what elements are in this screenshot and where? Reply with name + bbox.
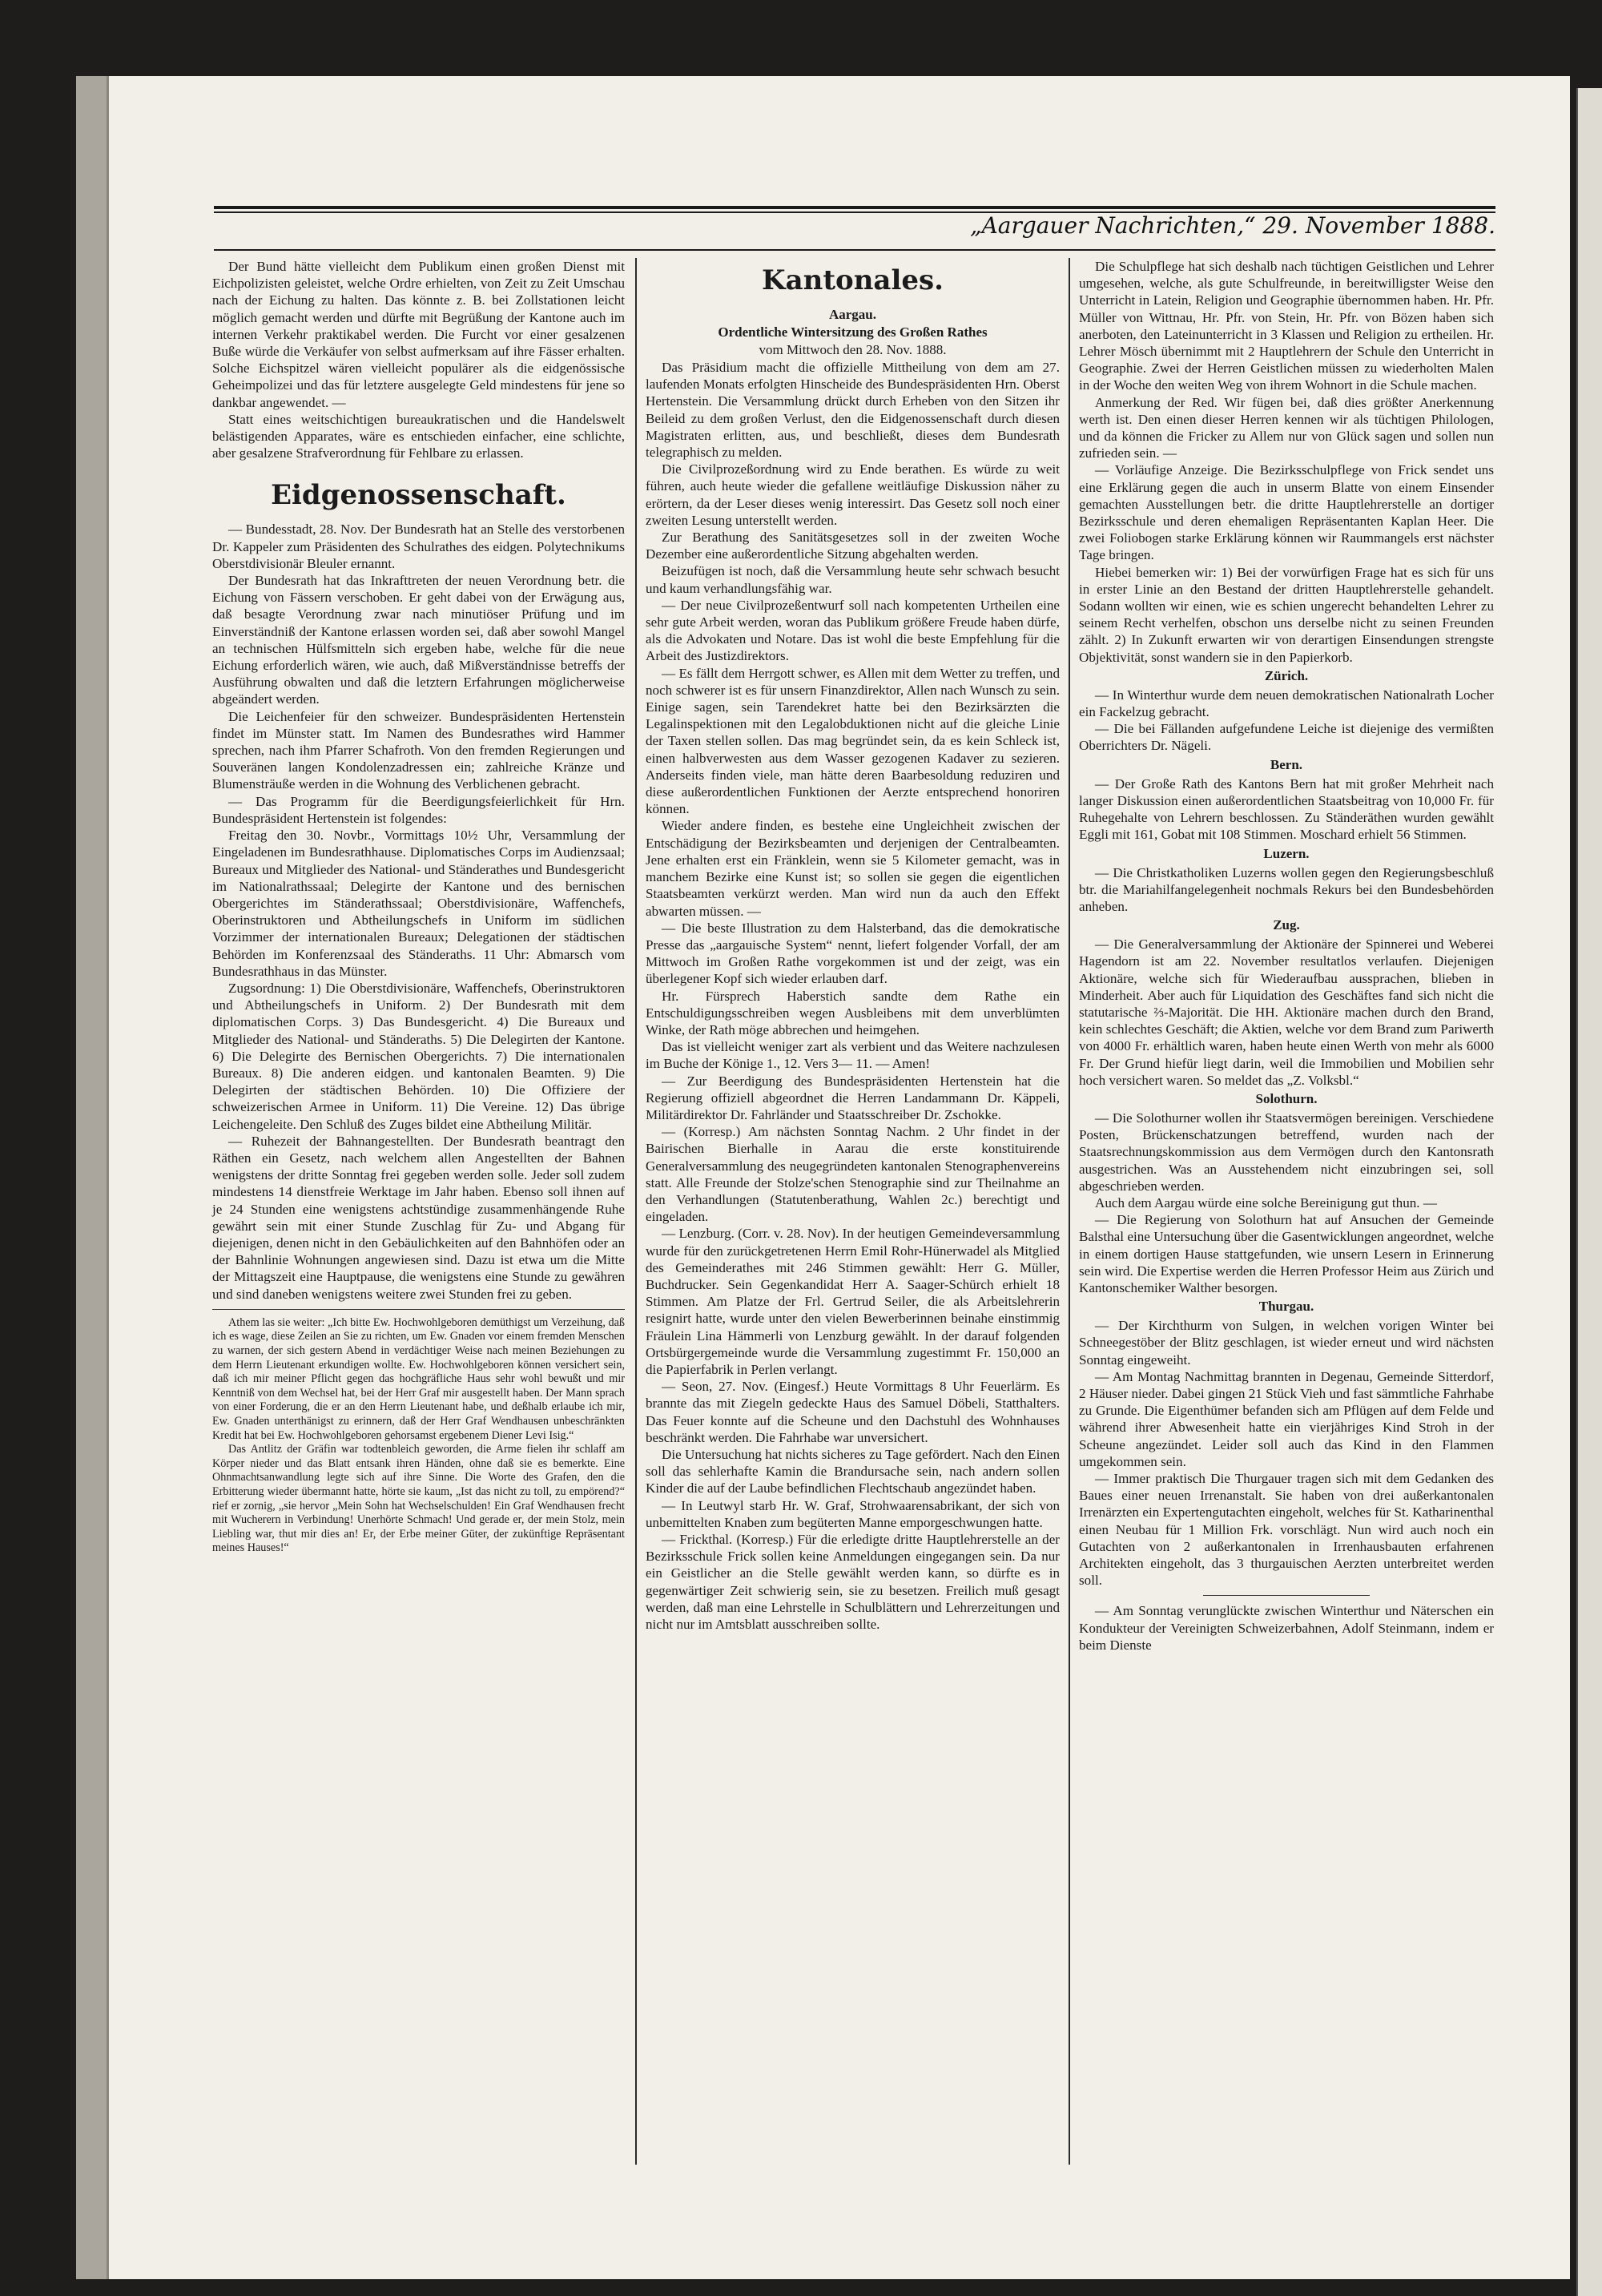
place-heading-zurich: Zürich. — [1264, 667, 1309, 683]
paragraph: — Die Solothurner wollen ihr Staatsvermögen bereinigen. Verschiedene Posten, Brückenschatzungen betreffend, wurden nach der Staatsrechnungskommission aus dem Vermögen durch den Kantonsrath ausgestrichen. Was an Ausstehendem nicht einzubringen sei, soll abgeschrieben werden. — [1079, 1110, 1494, 1194]
place-heading-thurgau: Thurgau. — [1258, 1299, 1314, 1315]
column-3 — [1079, 258, 1494, 1654]
subheading: Ordentliche Wintersitzung des Großen Rathes — [718, 324, 988, 340]
paragraph: Die Untersuchung hat nichts sicheres zu Tage gefördert. Nach den Einen soll das sehlerhafte Kamin die Brandursache sein, nach andern sollen Kinder die auf der Laube befindlichen Flechtschaub angezündet haben. — [646, 1447, 1060, 1496]
running-header — [214, 212, 1495, 244]
paragraph: — Seon, 27. Nov. (Eingesf.) Heute Vormittags 8 Uhr Feuerlärm. Es brannte das mit Ziegeln gedeckte Haus des Samuel Döbeli, Statthalters. Das Feuer konnte auf die Scheune und den Dachstuhl des Wohnhauses beschränkt werden. Die Fahrhabe war unversichert. — [646, 1379, 1060, 1445]
paragraph: — Die beste Illustration zu dem Halsterband, das die demokratische Presse das „aargauische System“ nennt, liefert folgender Vorfall, der am Mittwoch im Großen Rathe vorgekommen ist und der zeigt, was ein überlegener Kopf sich wieder erlauben darf. — [646, 920, 1060, 987]
paragraph: Athem las sie weiter: „Ich bitte Ew. Hochwohlgeboren demüthigst um Verzeihung, daß ich es wage, diese Zeilen an Sie zu richten, um Ew. Gnaden vor einem fremden Menschen zu warnen, der sich gestern Abend in verdächtiger Weise nach meinen Beziehungen zu dem Herrn Lieutenant erkundigen wollte. Ew. Hochwohlgeboren können versichert sein, daß ich mir meiner Pflicht gegen das hochgräfliche Haus sehr wohl bewußt und mir Kenntniß von dem Wechsel hat, bei der Herr Graf mir ausgestellt haben. Der Mann sprach von einer Forderung, die er an den Herrn Lieutenant habe, und deßhalb erlaube ich mir, Ew. Gnaden unterthänigst zu erinnern, daß der Herr Graf Wendhausen unbeschränkten Kredit hat bei Ew. Hochwohlgeboren gehorsamst ergebenem Diener Levi Isig.“ — [212, 1315, 625, 1442]
paragraph: Der Bund hätte vielleicht dem Publikum einen großen Dienst mit Eichpolizisten geleistet, welche Ordre erhielten, von Zeit zu Zeit Umschau nach der Eichung zu halten. Das könnte z. B. bei Zollstationen leicht möglich gemacht werden und dürfte mit Begrüßung der Kantone auch im internen Verkehr praktikabel werden. Die Furcht vor einer gesalzenen Buße würde die Verkäufer von selbst aufmerksam auf ihre Fässer erhalten. Solche Eichspitzel wären vielleicht populärer als die eidgenössische Geheimpolizei und das für letztere ausgelegte Geld mindestens für jene so dankbar angewendet. — — [212, 259, 625, 410]
paragraph: Die Schulpflege hat sich deshalb nach tüchtigen Geistlichen und Lehrer umgesehen, welche, als gute Schulfreunde, in bereitwilligster Weise den Unterricht in Latein, Religion und Geographie übernommen haben. Hr. Pfr. Müller von Wittnau, Hr. Pfr. von Stein, Hr. Pfr. von Bözen haben sich anerboten, den Lateinunterricht in 3 Klassen und Religion zu ertheilen. Hr. Lehrer Mösch übernimmt mit 2 Hauptlehrern der Schule den Unterricht in Geographie. Zwei der Herren Geistlichen müssen zu wiederholten Malen in der Woche den weiten Weg von ihrem Wohnort in die Schule machen. — [1079, 259, 1494, 393]
paragraph: Das Antlitz der Gräfin war todtenbleich geworden, die Arme fielen ihr schlaff am Körper nieder und das Blatt entsank ihren Händen, ohne daß sie es bemerkte. Eine Ohnmachtsanwandlung legte sich auf ihre Sinne. Die Worte des Grafen, den die Erbitterung wieder übermannt hatte, hörte sie kaum, „Ist das nicht zu toll, zu empörend?“ rief er zornig, „sie hervor „Mein Sohn hat Wechselschulden! Ein Graf Wendhausen frecht mit Wucherern in Verbindung! Unerhörte Schmach! Und gerade er, der mein Stolz, mein Liebling war, thut mir dies an! Er, der Erbe meiner Güter, der zukünftige Repräsentant meines Hauses!“ — [212, 1443, 625, 1555]
subheading: Aargau. — [828, 307, 877, 322]
paragraph: Die Civilprozeßordnung wird zu Ende berathen. Es würde zu weit führen, auch heute wieder die gefallene weitläufige Diskussion näher zu erörtern, da der Leser dieses wenig interessirt. Das Gesetz soll noch einer zweiten Lesung unterstellt werden. — [646, 461, 1060, 528]
paragraph: — Das Programm für die Beerdigungsfeierlichkeit für Hrn. Bundespräsident Hertenstein ist folgendes: — [212, 793, 625, 826]
paragraph: Hr. Fürsprech Haberstich sandte dem Rathe ein Entschuldigungsschreiben wegen Ausbleibens mit dem unverblümten Winke, der Rath möge abbrechen und heimgehen. — [646, 988, 1060, 1037]
paragraph: — Es fällt dem Herrgott schwer, es Allen mit dem Wetter zu treffen, und noch schwerer ist es für unsern Finanzdirektor, Allen nach Wunsch zu sein. Einige sagen, sein Tarendekret hatte bei den Bezirksärzten die Legalinspektionen mit den Legalobduktionen nicht auf die gleiche Linie der Taxen stellen sollen. Das mag begründet sein, da es kein Schleck ist, einen halbverwesten aus dem Wasser gezogenen Kadaver zu sezieren. Anderseits finden viele, man hätte deren Baarbesoldung reduziren und diese außerordentlichen Funktionen der Aerzte entsprechend honoriren können. — [646, 665, 1060, 817]
paragraph: — Die Regierung von Solothurn hat auf Ansuchen der Gemeinde Balsthal eine Untersuchung über die Gasentwicklungen angeordnet, welche in einem dortigen Hause stattgefunden, wie unsern Lesern in Erinnerung sein wird. Die Expertise werden die Herren Professor Heim aus Zürich und Kantonschemiker Walther besorgen. — [1079, 1212, 1494, 1295]
paragraph: Auch dem Aargau würde eine solche Bereinigung gut thun. — — [1095, 1194, 1437, 1210]
paragraph: Zugsordnung: 1) Die Oberstdivisionäre, Waffenchefs, Oberinstruktoren und Abtheilungschefs in Uniform. 2) Der Bundesrath mit dem diplomatischen Corps. 3) Das Bundesgericht. 4) Die Bureaux und Mitglieder des National- und Ständeraths. 5) Die Delegirten der Kantone. 6) Die Delegirte des Bernischen Obergerichts. 7) Die internationalen Bureaux. 8) Die anderen eidgen. und kantonalen Beamten. 9) Die Delegirten der städtischen Behörden. 10) Die Offiziere der schweizerischen Armee in Uniform. 11) Die Vereine. 12) Das übrige Leichengeleite. Den Schluß des Zuges bildet eine Abtheilung Militär. — [212, 980, 625, 1132]
paragraph: — Der Große Rath des Kantons Bern hat mit großer Mehrheit nach langer Diskussion einen außerordentlichen Staatsbeitrag von 10,000 Fr. für Ruhegehalte von Lehrern beschlossen. Zu Ständeräthen wurden gewählt Eggli mit 161, Gobat mit 108 Stimmen. Moschard erhielt 56 Stimmen. — [1079, 775, 1494, 843]
paragraph: Beizufügen ist noch, daß die Versammlung heute sehr schwach besucht und kaum verhandlungsfähig war. — [646, 563, 1060, 596]
paragraph: Freitag den 30. Novbr., Vormittags 10½ Uhr, Versammlung der Eingeladenen im Bundesrathhause. Diplomatisches Corps im Audienzsaal; Bureaux und Mitglieder des National- und Ständerathes und Bundesgericht im Nationalrathssaal; Delegirte der Kantone und des bernischen Obergerichtes im Ständerathssaal; Oberstdivisionäre, Waffenchefs, Oberinstruktoren und Abtheilungschefs in Uniform im südlichen Vorzimmer der internationalen Bureaux; Delegationen der städtischen Behörden im Konferenzsaal des Ständeraths. 11 Uhr: Abmarsch vom Bundesrathhaus in das Münster. — [212, 828, 625, 979]
paragraph: — Der neue Civilprozeßentwurf soll nach kompetenten Urtheilen eine sehr gute Arbeit werden, woran das Publikum größere Freude haben dürfe, als die Advokaten und Notare. Das ist wohl die beste Empfehlung für die Arbeit des Justizdirektors. — [646, 597, 1060, 664]
paragraph: — In Leutwyl starb Hr. W. Graf, Strohwaarensabrikant, der sich von unbemittelten Knaben zum begüterten Manne emporgeschwungen hatte. — [646, 1497, 1060, 1530]
paragraph: Hiebei bemerken wir: 1) Bei der vorwürfigen Frage hat es sich für uns in erster Linie an den Bestand der dritten Hauptlehrerstelle gehandelt. Sodann wollten wir einen, wie es schien ungerecht behandelten Lehrer zu seinem Recht verhelfen, obschon uns derselbe nicht zu seinen Freunden zählt. 2) In Zukunft erwarten wir von derartigen Einsendungen strengste Objektivität, sonst wandern sie in den Papierkorb. — [1079, 564, 1494, 665]
paragraph: — Am Sonntag verunglückte zwischen Winterthur und Näterschen ein Kondukteur der Vereinigten Schweizerbahnen, Adolf Steinmann, indem er beim Dienste — [1079, 1603, 1494, 1653]
paragraph: Der Bundesrath hat das Inkrafttreten der neuen Verordnung betr. die Eichung von Fässern verschoben. Er geht dabei von der Erwägung aus, daß besagte Verordnung zwar nach minutiöser Prüfung und im Einverständniß der Kantone erlassen worden sei, daß aber sowohl Mangel an technischen Hülfsmitteln sich ergeben habe, welche für die neue Eichung erforderlich wären, wie auch, daß Mißverständnisse betreffs der Ausführung obwalten und daß die letztern Erfahrungen möglicherweise abgeändert werden. — [212, 573, 625, 707]
header-rule — [214, 206, 1495, 209]
place-heading-bern: Bern. — [1270, 756, 1303, 772]
paragraph: Wieder andere finden, es bestehe eine Ungleichheit zwischen der Entschädigung der Bezirksbeamten und derjenigen der Centralbeamten. Jene erhalten erst ein Fränklein, wenn sie 5 Kilometer gemacht, was in manchem Bezirke eine Kunst ist; so sollen sie gegen die eigentlichen Staatsbeamten verkürzt werden. Man wird nun da auch den Effekt abwarten müssen. — — [646, 818, 1060, 919]
subheading: vom Mittwoch den 28. Nov. 1888. — [759, 342, 947, 357]
paragraph: — Bundesstadt, 28. Nov. Der Bundesrath hat an Stelle des verstorbenen Dr. Kappeler zum Präsidenten des Schulrathes des eidgen. Polytechnikums Oberstdivisionär Bleuler ernannt. — [212, 522, 625, 571]
page-edge — [76, 76, 109, 2279]
paragraph: — Ruhezeit der Bahnangestellten. Der Bundesrath beantragt den Räthen ein Gesetz, nach welchem allen Angestellten der Bahnen wenigstens der dritte Sonntag frei gegeben werden solle. Jeder soll zudem mindestens 14 dienstfreie Werktage im Jahr haben. Ebenso soll ihnen auf je 24 Stunden eine wenigstens achtstündige zusammenhängende Ruhe gewährt sein mit einer Stunde Zuschlag für Zu- und Abgang für diejenigen, denen nicht in den Gebäulichkeiten auf den Bahnhöfen oder an der Bahnlinie Wohnungen angewiesen sind. Dazu ist etwa um die Mitte der Mittagszeit eine Hauptpause, die wenigstens eine Stunde zu gewähren und sind daneben wenigstens weitere zwei Stunden frei zu geben. — [212, 1133, 625, 1302]
paragraph: — Die Generalversammlung der Aktionäre der Spinnerei und Weberei Hagendorn ist am 22. November resultatlos verlaufen. Diejenigen Aktionäre, welche sich für Wiederaufbau aussprachen, blieben in Minderheit. Aber auch für Liquidation des Geschäftes fand sich nicht die statutarische ⅔-Majorität. Die HH. Aktionäre machen durch den Brand, kein schlechtes Geschäft; die Aktien, welche vor dem Brand zum Pariwerth von 4000 Fr. erhältlich waren, haben heute einen Werth von mehr als 6000 Fr. Der Grund hiefür liegt darin, weil die Immobilien und Mobilien sehr hoch versichert waren. So meldet das „Z. Volksbl.“ — [1079, 937, 1494, 1088]
paragraph: — Die bei Fällanden aufgefundene Leiche ist diejenige des vermißten Oberrichters Dr. Nägeli. — [1079, 721, 1494, 754]
column-rule — [1069, 258, 1070, 2165]
article-rule — [1203, 1595, 1369, 1596]
place-heading-zug: Zug. — [1273, 917, 1300, 933]
paragraph: — Frickthal. (Korresp.) Für die erledigte dritte Hauptlehrerstelle an der Bezirksschule Frick sollen keine Anmeldungen eingegangen sein. Da nur ein Geistlicher an die Stelle gewählt werden kann, so dürfte es in gegenwärtiger Zeit schwierig sein, sie zu besetzen. Freilich muß gesagt werden, daß man eine Lehrstelle in Schulblättern und Lehrerzeitungen und nicht nur im Amtsblatt ausschreiben sollte. — [646, 1532, 1060, 1633]
feuilleton — [212, 1316, 625, 1556]
paragraph: — (Korresp.) Am nächsten Sonntag Nachm. 2 Uhr findet in der Bairischen Bierhalle in Aarau die erste konstituirende Generalversammlung des neugegründeten kantonalen Stenographenvereins statt. Alle Freunde der Stolze'schen Stenographie sind zur Theilnahme an den Verhandlungen (Statutenberathung, Wahlen 2c.) berechtigt und eingeladen. — [646, 1124, 1060, 1225]
paragraph: — Vorläufige Anzeige. Die Bezirksschulpflege von Frick sendet uns eine Erklärung gegen die auch in unserm Blatte von einem Einsender gemachten Ausstellungen betr. die dritte Hauptlehrerstelle an dortiger Bezirksschule und deren ehemaligen Repräsentanten Kaplan Heer. Die zwei Foliobogen starke Erklärung können wir Raummangels erst nächster Tage bringen. — [1079, 462, 1494, 563]
section-title: Kantonales. — [762, 264, 944, 296]
paragraph: Statt eines weitschichtigen bureaukratischen und die Handelswelt belästigenden Apparates, wäre es entschieden einfacher, eine schlichte, aber gesalzene Strafverordnung für Fehlbare zu erlassen. — [212, 411, 625, 461]
paragraph: — Zur Beerdigung des Bundespräsidenten Hertenstein hat die Regierung offiziell abgeordnet die Herren Landammann Dr. Käppeli, Militärdirektor Dr. Fahrländer und Staatsschreiber Dr. Zschokke. — [646, 1073, 1060, 1122]
paragraph: — Immer praktisch Die Thurgauer tragen sich mit dem Gedanken des Baues einer neuen Irrenanstalt. Sie haben von drei außerkantonalen Irrenärzten ein Expertengutachten eingeholt, welches für St. Katharinenthal einen Neubau für 1 Million Frk. vorschlägt. Nun wird auch noch ein Gutachten von 2 außerkantonalen in Irrenhausbauten erfahrenen Architekten eingeholt, das 3 thurgauischen Aerzten unterbreitet werden soll. — [1079, 1471, 1494, 1589]
column-1 — [212, 258, 625, 1556]
adjacent-page-strip — [1576, 88, 1602, 2296]
paragraph: — Lenzburg. (Corr. v. 28. Nov). In der heutigen Gemeindeversammlung wurde für den zurückgetretenen Herrn Emil Rohr-Hünerwadel als Mitglied des Gemeinderathes mit 246 Stimmen gewählt: Herr G. Müller, Buchdrucker. Sein Gegenkandidat Herr A. Saager-Schürch erhielt 18 Stimmen. Am Platze der Frl. Gertrud Seiler, die als Arbeitslehrerin resignirt hatte, wurde unter den vielen Bewerberinnen beinahe einstimmig Fräulein Lina Hämmerli von Lenzburg gewählt. In der darauf folgenden Ortsbürgergemeinde wurde die Versammlung zugestimmt Fr. 150,000 an die Papierfabrik in Perlen verlangt. — [646, 1226, 1060, 1377]
section-title: Eidgenossenschaft. — [271, 479, 566, 512]
paragraph: Zur Berathung des Sanitätsgesetzes soll in der zweiten Woche Dezember eine außerordentliche Sitzung abgehalten werden. — [646, 530, 1060, 562]
paragraph: — In Winterthur wurde dem neuen demokratischen Nationalrath Locher ein Fackelzug gebracht. — [1079, 687, 1494, 720]
header-rule — [214, 249, 1495, 251]
column-rule — [635, 258, 637, 2165]
column-2 — [646, 258, 1060, 1633]
place-heading-luzern: Luzern. — [1263, 845, 1310, 861]
feuilleton-rule — [212, 1309, 625, 1310]
paragraph: Das Präsidium macht die offizielle Mittheilung von dem am 27. laufenden Monats erfolgten Hinscheide des Bundespräsidenten Hrn. Oberst Hertenstein. Die Versammlung drückt durch Erheben von den Sitzen ihr Beileid zu dem großen Verlust, den die Eidgenossenschaft durch diesen Magistraten erlitten, aus, und beschließt, dieses dem Bundesrath telegraphisch zu melden. — [646, 360, 1060, 461]
paragraph: — Am Montag Nachmittag brannten in Degenau, Gemeinde Sitterdorf, 2 Häuser nieder. Dabei gingen 21 Stück Vieh und fast sämmtliche Fahrhabe zu Grunde. Die Eigenthümer befanden sich am Pflügen auf dem Felde und während ihrer Abwesenheit hatte ein vierjähriges Kind Stroh in der Scheune angezündet. Leider soll auch das Kind in den Flammen umgekommen sein. — [1079, 1368, 1494, 1469]
paragraph: — Die Christkatholiken Luzerns wollen gegen den Regierungsbeschluß btr. die Mariahilfangelegenheit nochmals Rekurs bei den Bundesbehörden anheben. — [1079, 864, 1494, 914]
paragraph: Das ist vielleicht weniger zart als verbient und das Weitere nachzulesen im Buche der Könige 1., 12. Vers 3— 11. — Amen! — [646, 1039, 1060, 1072]
paragraph: Die Leichenfeier für den schweizer. Bundespräsidenten Hertenstein findet im Münster statt. Im Namen des Bundesrathes wird Hammer sprechen, nach ihm Pfarrer Schafroth. Von den fremden Regierungen und Souveränen langen Kondolenzadressen ein; zahlreiche Kränze und Blumensträuße werden in die Wohnung des Verblichenen gebracht. — [212, 708, 625, 792]
paragraph: Anmerkung der Red. Wir fügen bei, daß dies größter Anerkennung werth ist. Den einen dieser Herren kennen wir als tüchtigen Philologen, und da können die Fricker zu Allem nur von Glück sagen und sollen nun zufrieden sein. — — [1079, 394, 1494, 461]
place-heading-solothurn: Solothurn. — [1255, 1090, 1318, 1106]
running-header-text: „Aargauer Nachrichten,“ 29. November 1888. — [970, 212, 1495, 239]
paragraph: — Der Kirchthurm von Sulgen, in welchen vorigen Winter bei Schneegestöber der Blitz geschlagen, ist wieder erneut und wird nächsten Sonntag eingeweiht. — [1079, 1318, 1494, 1368]
